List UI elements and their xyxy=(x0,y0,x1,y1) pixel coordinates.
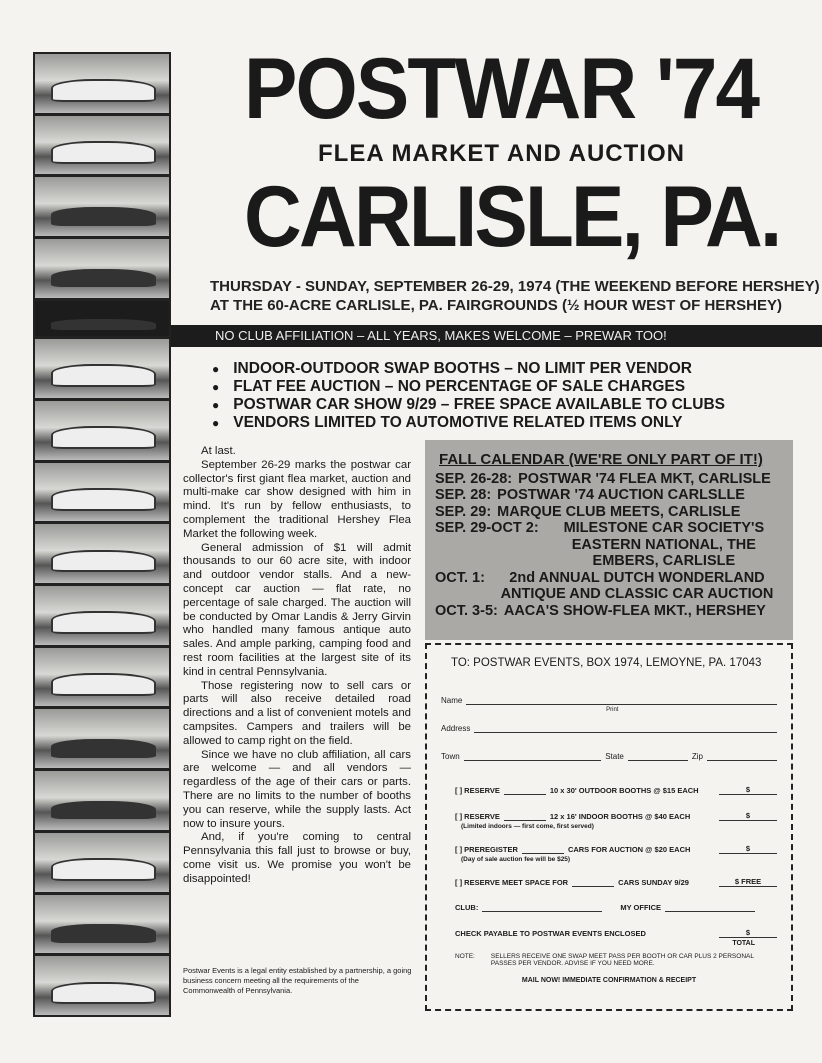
car-photo xyxy=(35,648,169,707)
subtitle: FLEA MARKET AND AUCTION xyxy=(318,140,685,167)
name-label: Name xyxy=(441,696,463,705)
location-title: CARLISLE, PA. xyxy=(244,169,780,265)
car-photo xyxy=(35,524,169,583)
address-field[interactable] xyxy=(474,723,777,733)
total-label: TOTAL xyxy=(732,940,755,947)
car-photo xyxy=(35,586,169,645)
feature-item: ● INDOOR-OUTDOOR SWAP BOOTHS – NO LIMIT PER VENDOR xyxy=(212,360,725,378)
main-title: POSTWAR '74 xyxy=(244,41,759,137)
calendar-entry: OCT. 1: 2nd ANNUAL DUTCH WONDERLAND ANTIQUE AND CLASSIC CAR AUCTION xyxy=(435,569,774,602)
event-dates: THURSDAY - SUNDAY, SEPTEMBER 26-29, 1974 (THE WEEKEND BEFORE HERSHEY) AT THE 60-ACRE CARLISLE, PA. FAIRGROUNDS (½ HOUR WEST OF HERSHEY) xyxy=(210,278,820,314)
club-office-row[interactable]: CLUB: MY OFFICE xyxy=(455,903,777,912)
car-photo xyxy=(35,116,169,175)
town-field[interactable] xyxy=(464,751,602,761)
car-photo xyxy=(35,895,169,954)
calendar-entry: SEP. 29-OCT 2: MILESTONE CAR SOCIETY'S EASTERN NATIONAL, THE EMBERS, CARLISLE xyxy=(435,520,765,569)
car-photo xyxy=(35,463,169,522)
check-row[interactable]: CHECK PAYABLE TO POSTWAR EVENTS ENCLOSED $ xyxy=(455,928,777,938)
car-photo xyxy=(35,54,169,113)
form-item[interactable]: [ ] RESERVE 10 x 30' OUTDOOR BOOTHS @ $15 EACH $ xyxy=(455,785,777,795)
photo-gap xyxy=(35,301,169,336)
address-label: Address xyxy=(441,724,471,733)
feature-item: ● VENDORS LIMITED TO AUTOMOTIVE RELATED ITEMS ONLY xyxy=(212,414,725,432)
car-photo xyxy=(35,239,169,298)
car-photo xyxy=(35,833,169,892)
car-photo xyxy=(35,177,169,236)
car-photo xyxy=(35,339,169,398)
footnote: Postwar Events is a legal entity established by a partnership, a going business concern meeting all the requirements of the Commonwealth of Pennsylvania. xyxy=(183,966,412,995)
calendar-entry: SEP. 26-28: POSTWAR '74 FLEA MKT, CARLISLE xyxy=(435,470,771,487)
form-item[interactable]: [ ] RESERVE 12 x 16' INDOOR BOOTHS @ $40 EACH $ xyxy=(455,811,777,821)
car-photo xyxy=(35,771,169,830)
calendar-entry: OCT. 3-5: AACA'S SHOW-FLEA MKT., HERSHEY xyxy=(435,602,766,619)
fall-calendar xyxy=(425,440,793,640)
car-photo xyxy=(35,401,169,460)
seller-note: NOTE: SELLERS RECEIVE ONE SWAP MEET PASS PER BOOTH OR CAR PLUS 2 PERSONAL PASSES PER VENDOR. ADVISE IF YOU NEED MORE. xyxy=(455,953,754,967)
mail-now-text: MAIL NOW! IMMEDIATE CONFIRMATION & RECEIPT xyxy=(521,977,697,984)
form-item[interactable]: [ ] PREREGISTER CARS FOR AUCTION @ $20 EACH $ xyxy=(455,844,777,854)
affiliation-banner: NO CLUB AFFILIATION – ALL YEARS, MAKES WELCOME – PREWAR TOO! xyxy=(171,325,822,347)
form-item[interactable]: [ ] RESERVE MEET SPACE FOR CARS SUNDAY 9/29 $ FREE xyxy=(455,877,777,887)
feature-list xyxy=(212,360,725,432)
car-photo-strip xyxy=(33,52,171,1017)
mailing-address: TO: POSTWAR EVENTS, BOX 1974, LEMOYNE, PA. 17043 xyxy=(451,657,762,669)
state-field[interactable] xyxy=(628,751,688,761)
car-photo xyxy=(35,709,169,768)
name-field[interactable]: Print xyxy=(466,695,777,705)
car-photo xyxy=(35,956,169,1015)
feature-item: ● POSTWAR CAR SHOW 9/29 – FREE SPACE AVAILABLE TO CLUBS xyxy=(212,396,725,414)
calendar-title: FALL CALENDAR (WE'RE ONLY PART OF IT!) xyxy=(439,451,763,468)
body-text: At last. September 26-29 marks the postwar car collector's first giant flea market, auction and multi-make car show designed with him in mind. It's run by fellow enthusiasts, to complement the traditional Hershey Flea Market the following week. General admission of $1 will admit thousands to our 60 acre site, with indoor and outdoor vendor stalls. And a new-concept car auction — flat rate, no percentage of sale charged. The auction will be conducted by Omar Landis & Jerry Girvin who handled many famous antique auto sales. And ample parking, camping food and rest room facilities at the largest site of its kind in central Pennsylvania. Those registering now to sell cars or parts will also receive detailed road directions and a list of convenient motels and campsites. Campers and trailers will be allowed to camp right on the field. Since we have no club affiliation, all cars are welcome — and all vendors — regardless of the age of their cars or parts. There are no limits to the number of booths you can reserve, while the supply lasts. Act now to insure yours. And, if you're coming to central Pennsylvania this fall just to browse or buy, come visit us. We promise you won't be disappointed! xyxy=(183,445,411,885)
calendar-entry: SEP. 28: POSTWAR '74 AUCTION CARLSLLE xyxy=(435,487,745,503)
registration-form: TO: POSTWAR EVENTS, BOX 1974, LEMOYNE, PA. 17043 Name Print Address Town State Zip [ ] RESERVE 10 x 30' OUTDOOR BOOTHS @ $15 EACH $ [ ] RESERVE 12 x 16' INDOOR BOOTHS @ $40 EACH $ (Limited indoors — first come, first served) [ ] PREREGISTER CARS FOR AUCTION @ $20 EACH $ (Day of sale auction fee will be $25) [ ] RESERVE MEET SPACE FOR CARS SUNDAY 9/29 $ FREE CLUB: MY OFFICE CHECK PAYABLE TO POSTWAR EVENTS ENCLOSED $ TOTAL NOTE: SELLERS RECEIVE ONE SWAP MEET PASS PER BOOTH OR CAR PLUS 2 PERSONAL PASSES PER VENDOR. ADVISE IF YOU NEED MORE. MAIL NOW! IMMEDIATE CONFIRMATION & RECEIPT xyxy=(425,643,793,1011)
feature-item: ● FLAT FEE AUCTION – NO PERCENTAGE OF SALE CHARGES xyxy=(212,378,725,396)
zip-field[interactable] xyxy=(707,751,777,761)
calendar-entry: SEP. 29: MARQUE CLUB MEETS, CARLISLE xyxy=(435,503,741,520)
